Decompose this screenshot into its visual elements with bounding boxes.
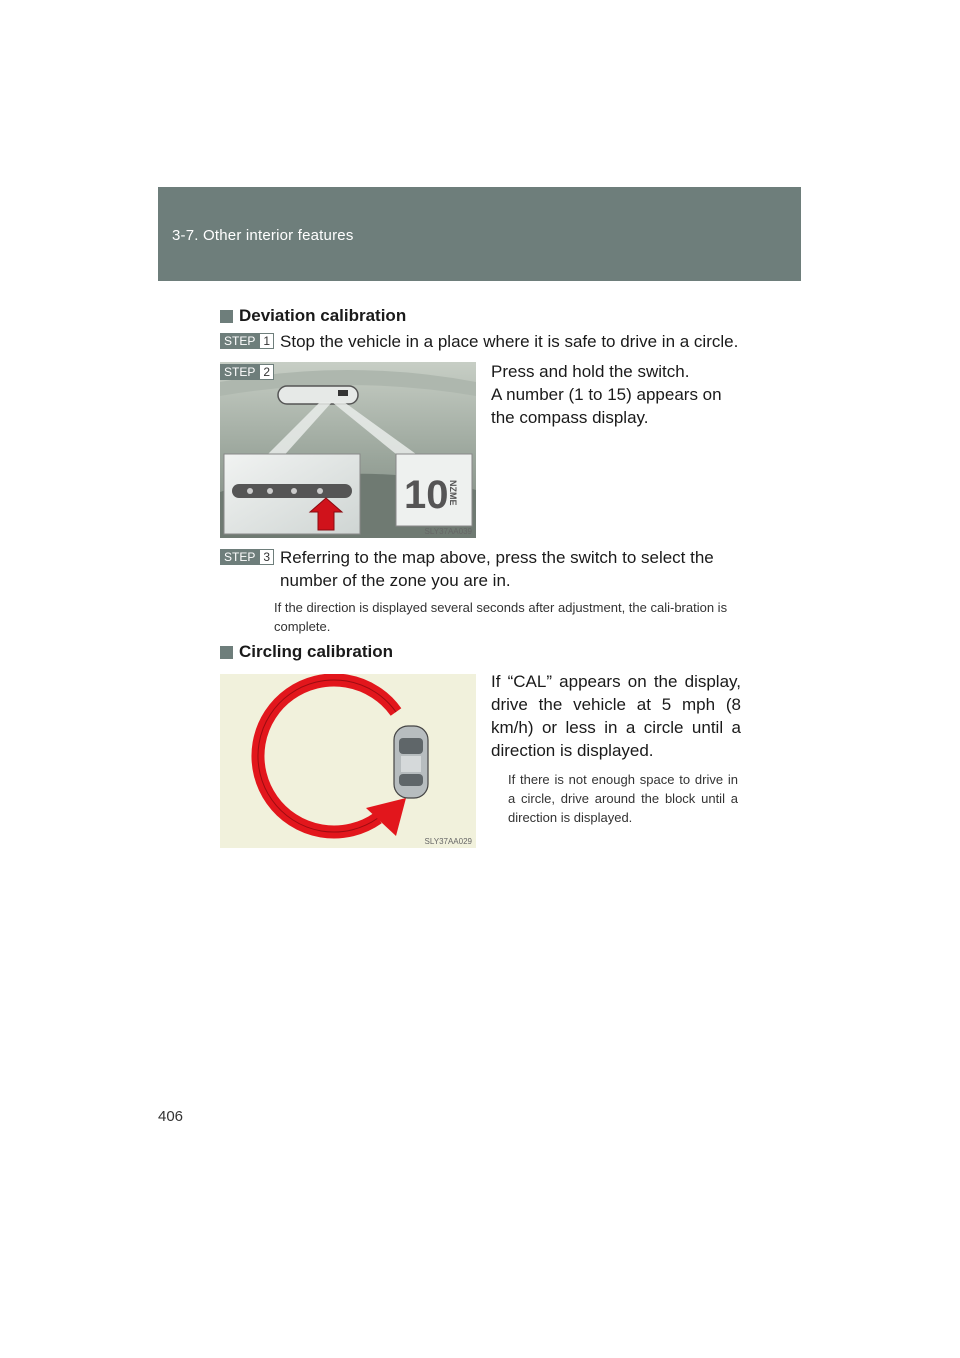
compass-letters: NZME	[448, 480, 458, 506]
deviation-heading	[220, 306, 406, 326]
circling-illustration	[220, 674, 476, 848]
step-3	[220, 546, 740, 592]
circling-text: If “CAL” appears on the display, drive the vehicle at 5 mph (8 km/h) or less in a circle until a direction is displayed.	[491, 672, 741, 760]
step-3-badge: STEP 3	[220, 549, 274, 565]
mirror-compass-figure	[220, 362, 476, 538]
mirror-compass-illustration	[220, 362, 476, 538]
step-3-text: Referring to the map above, press the switch to select the number of the zone you are in.	[280, 548, 714, 590]
circling-note: If there is not enough space to drive in a circle, drive around the block until a direction is displayed.	[508, 772, 738, 825]
step-1	[220, 330, 738, 353]
chapter-header	[158, 187, 801, 281]
figure-1-code: SLY37AA039	[424, 527, 472, 536]
figure-2-code: SLY37AA029	[424, 837, 472, 846]
circling-figure	[220, 674, 476, 848]
square-bullet-icon	[220, 646, 233, 659]
step-2-line2: A number (1 to 15) appears on the compass display.	[491, 385, 722, 427]
step-2-line1: Press and hold the switch.	[491, 362, 690, 381]
deviation-note: If the direction is displayed several seconds after adjustment, the cali-bration is complete.	[274, 600, 728, 634]
circling-heading	[220, 642, 393, 662]
deviation-heading-text: Deviation calibration	[239, 306, 407, 325]
page-number: 406	[158, 1108, 184, 1125]
step-1-badge: STEP 1	[220, 333, 274, 349]
section-title: 3-7. Other interior features	[172, 227, 354, 244]
step-2-badge: STEP 2	[220, 364, 274, 380]
step-2-text	[491, 360, 741, 429]
circling-heading-text: Circling calibration	[239, 642, 393, 661]
step-1-text: Stop the vehicle in a place where it is safe to drive in a circle.	[280, 332, 739, 351]
compass-digits: 10	[404, 473, 449, 517]
square-bullet-icon	[220, 310, 233, 323]
